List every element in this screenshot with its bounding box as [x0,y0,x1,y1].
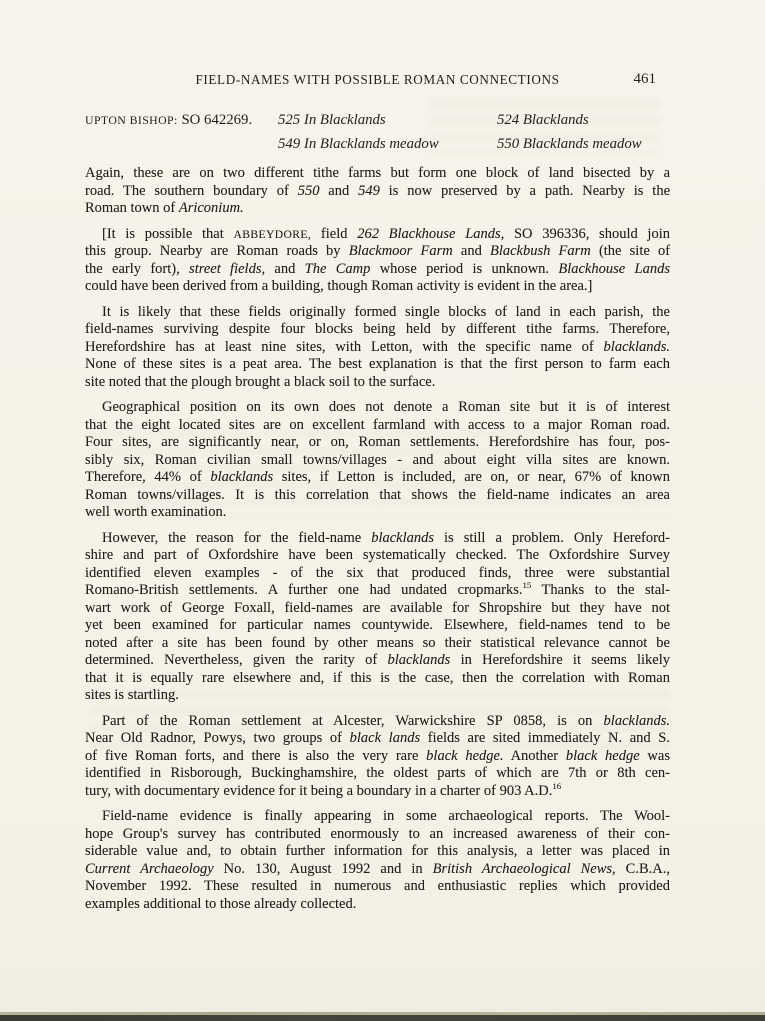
italic-text: blacklands. [603,712,670,729]
text-run: field [311,225,358,242]
text-line [85,504,670,522]
text-run: field-names surviving despite four blocks being held by different tithe farms. Therefore, [85,321,670,337]
text-run: this group. Nearby are Roman roads by [85,243,349,259]
italic-text: Ariconium. [178,200,244,216]
text-run: is still a problem. Only Hereford- [434,529,670,546]
field-name: 524 Blacklands [497,112,589,128]
text-run: Roman towns/villages. It is this correlation that shows the field-name indicates an area [85,486,670,503]
italic-text: Current Archaeology [85,860,214,877]
text-line [85,617,670,635]
text-run: Again, these are on two different tithe farms but form one block of land bisected by a [85,165,670,181]
text-run: examples additional to those already collected. [85,895,357,912]
italic-text: 549 [358,182,380,199]
text-line [85,200,670,218]
italic-text: black hedge. [426,747,504,764]
paragraph [85,530,670,705]
text-line [85,896,670,914]
text-run: None of these sites is a peat area. The best explanation is that the first person to farm each [85,356,670,372]
entry-fields-right [497,108,670,156]
italic-text: Blackmoor Farm [348,243,453,259]
text-line [85,417,670,435]
text-line [85,582,670,600]
text-run: Therefore, 44% of [85,469,211,485]
text-run: of five Roman forts, and there is also the very rare [85,747,427,764]
text-run: Near Old Radnor, Powys, two groups of [85,730,350,746]
paragraph [85,304,670,392]
text-line [85,861,670,879]
text-line [85,826,670,844]
text-run: wart work of George Foxall, field-names are available for Shropshire but they have not [85,599,670,616]
text-run: road. The southern boundary of [85,182,298,199]
text-run: tury, with documentary evidence for it being a boundary in a charter of 903 A.D. [85,782,553,799]
text-line [85,670,670,688]
footnote-reference: 16 [552,780,562,791]
italic-text: blacklands [210,469,274,485]
text-line [85,434,670,452]
text-run: and [265,260,305,277]
text-line [85,730,670,748]
paragraph [85,808,670,913]
text-run: whose period is unknown. [370,260,559,277]
text-run: that it is equally rare elsewhere and, if this is the case, then the correlation with Roman [85,669,670,686]
paragraph [85,226,670,296]
grid-reference: SO 642269. [181,112,253,128]
field-name: 550 Blacklands meadow [497,136,642,152]
text-run: However, the reason for the field-name [102,529,372,546]
text-run: and [319,182,359,199]
field-name: 549 In Blacklands meadow [278,136,439,152]
text-line [85,843,670,861]
italic-text: The Camp [304,260,371,277]
text-run: Field-name evidence is finally appearing in some archaeological reports. The Wool- [102,808,670,824]
footnote-reference: 15 [522,580,532,591]
text-run: that the eight located sites are on excellent farmland with access to a major Roman road. [85,416,670,433]
text-run: sites, if Letton is included, are on, or near, 67% of known [273,469,670,485]
text-run: Four sites, are significantly near, or on, Roman settlements. Herefordshire has four, pos- [85,434,670,450]
text-line [85,374,670,392]
text-line [85,878,670,896]
text-run: identified in Risborough, Buckinghamshire, the oldest parts of which are 7th or 8th cen- [85,765,670,781]
text-line [85,165,670,183]
text-line [85,399,670,417]
text-line [85,356,670,374]
italic-text: Blackbush Farm [489,243,591,259]
text-run: Herefordshire has at least nine sites, with Letton, with the specific name of [85,338,604,355]
paragraph [85,713,670,801]
text-run: was [639,747,670,764]
text-run: determined. Nevertheless, given the rarity of [85,652,388,668]
text-run: hope Group's survey has contributed enormously to an increased awareness of their con- [85,825,670,842]
text-run: fields are sited immediately N. and S. [420,730,670,746]
italic-text: British Archaeological News, [432,860,616,877]
text-line [85,278,670,296]
text-run: site noted that the plough brought a black soil to the surface. [85,373,436,390]
page-number: 461 [633,71,656,87]
text-line [85,808,670,826]
text-line [85,565,670,583]
page-header [85,71,670,88]
text-run: could have been derived from a building, though Roman activity is evident in the area.] [85,278,593,294]
text-run: Thanks to the stal- [531,582,670,598]
text-line [85,748,670,766]
text-line [85,261,670,279]
text-run: shire and part of Oxfordshire have been systematically checked. The Oxfordshire Survey [85,547,670,563]
text-run: and [452,243,490,259]
text-line [85,530,670,548]
text-run: C.B.A., [615,860,670,877]
body-paragraphs [85,165,670,913]
text-run: Part of the Roman settlement at Alcester, Warwickshire SP 0858, is on [102,712,604,729]
text-run: Another [503,747,566,764]
italic-text: 262 Blackhouse Lands, [357,225,505,242]
text-line [85,687,670,705]
italic-text: 550 [297,182,320,199]
text-line [85,243,670,261]
text-run: sibly six, Roman civilian small towns/villages - and about eight villa sites are known. [85,451,670,468]
text-line [85,452,670,470]
text-run: is now preserved by a path. Nearby is the [379,182,671,199]
text-run: the early fort), [85,260,190,277]
text-block [85,0,670,913]
text-run: identified eleven examples - of the six that produced finds, three were substantial [85,564,670,581]
text-line [85,652,670,670]
text-line [85,600,670,618]
text-line [85,304,670,322]
smallcaps-text: ABBEYDORE, [233,227,312,241]
italic-text: black lands [349,730,421,746]
italic-text: street fields, [189,260,266,277]
text-line [85,321,670,339]
text-line [85,765,670,783]
text-run: sites is startling. [85,687,179,703]
text-run: [It is possible that [102,225,234,242]
page-bottom-edge-shadow [0,1015,765,1021]
text-run: Roman town of [85,200,179,216]
text-run: siderable value and, to obtain further information for this analysis, a letter was placed in [85,843,670,859]
italic-text: Blackhouse Lands [558,260,670,277]
text-line [85,183,670,201]
text-line [85,226,670,244]
italic-text: blacklands [387,652,451,668]
text-line [85,339,670,357]
running-title: FIELD-NAMES WITH POSSIBLE ROMAN CONNECTIONS [195,72,560,87]
text-run: noted after a site has been found by other means so their statistical relevance cannot be [85,634,670,651]
text-line [85,635,670,653]
text-run: yet been examined for particular names countywide. Elsewhere, field-names tend to be [85,617,670,633]
text-run: (the site of [590,243,671,259]
text-run: Romano-British settlements. A further one had undated cropmarks. [85,582,523,598]
italic-text: blacklands [371,529,435,546]
text-line [85,713,670,731]
entry-fields-left [278,108,497,156]
text-run: Geographical position on its own does not denote a Roman site but it is of interest [102,399,670,415]
paragraph [85,165,670,218]
text-run: SO 396336, should join [504,225,670,242]
entry-block [85,108,670,156]
italic-text: blacklands. [603,338,670,355]
italic-text: black hedge [565,747,640,764]
text-run: No. 130, August 1992 and in [213,860,433,877]
text-run: It is likely that these fields originally formed single blocks of land in each parish, the [102,303,670,320]
paragraph [85,399,670,522]
text-run: well worth examination. [85,504,227,520]
text-line [85,469,670,487]
text-run: in Herefordshire it seems likely [450,652,670,668]
text-line [85,487,670,505]
text-line [85,547,670,565]
entry-parish-cell [85,108,278,156]
field-name: 525 In Blacklands [278,112,386,128]
text-line [85,780,670,801]
parish-name: UPTON BISHOP: [85,113,178,127]
text-run: November 1992. These resulted in numerous and enthusiastic replies which provided [85,878,670,894]
